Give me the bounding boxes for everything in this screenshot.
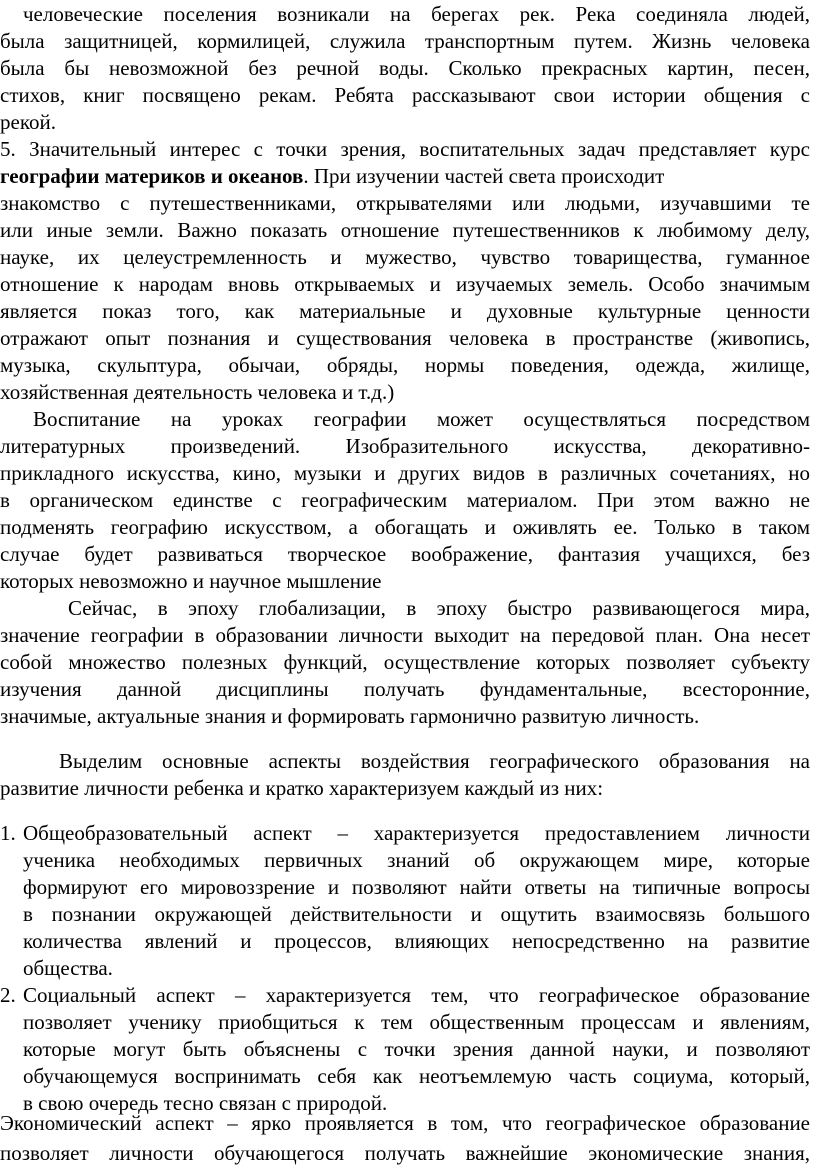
text-line: науке, их целеустремленность и мужество, чувство товарищества, гуманное [0,245,810,269]
text-line: формируют его мировоззрение и позволяют найти ответы на типичные вопросы [23,875,810,899]
text-line: изучения данной дисциплины получать фундаментальные, всесторонние, [0,677,810,701]
text-line: развитие личности ребенка и кратко характеризуем каждый из них: [0,776,604,800]
text-line: ученика необходимых первичных знаний об окружающем мире, которые [23,848,810,872]
text-line: является показ того, как материальные и духовные культурные ценности [0,299,810,323]
text-line: позволяет личности обучающегося получать важнейшие экономические знания, [0,1141,810,1165]
text-line: Общеобразовательный аспект – характеризуется предоставлением личности [23,821,810,845]
text-line: в органическом единстве с географическим материалом. При этом важно не [0,488,810,512]
text-line: или иные земли. Важно показать отношение путешественников к любимому делу, [0,218,810,242]
text-line: стихов, книг посвящено рекам. Ребята рассказывают свои истории общения с [0,83,810,107]
text-line: значимые, актуальные знания и формировать гармонично развитую личность. [0,704,700,728]
text-line: собой множество полезных функций, осуществление которых позволяет субъекту [0,650,810,674]
text-line: Сейчас, в эпоху глобализации, в эпоху быстро развивающегося мира, [68,596,810,620]
text-line: общества. [23,956,113,980]
text-line: рекой. [0,110,56,134]
text-line: значение географии в образовании личности выходит на передовой план. Она несет [0,623,810,647]
text-line: отношение к народам вновь открываемых и изучаемых земель. Особо значимым [0,272,810,296]
text-line: знакомство с путешественниками, открывателями или людьми, изучавшими те [0,191,810,215]
text-line: которых невозможно и научное мышление [0,569,382,593]
text-line: обучающемуся воспринимать себя как неотъемлемую часть социума, который, [23,1064,810,1088]
text-line: в свою очередь тесно связан с природой. [23,1091,388,1115]
bold-course-name: географии материков и океанов [0,164,304,188]
list-number: 1. [0,821,16,845]
list-number: 2. [0,983,16,1007]
text-fragment: . При изучении частей света происходит [303,164,665,188]
text-line: прикладного искусства, кино, музыки и других видов в различных сочетаниях, но [0,461,810,485]
text-line: количества явлений и процессов, влияющих непосредственно на развитие [23,929,810,953]
text-line: музыка, скульптура, обычаи, обряды, нормы поведения, одежда, жилище, [0,353,810,377]
text-line: позволяет ученику приобщиться к тем общественным процессам и явлениям, [23,1010,810,1034]
text-line: Выделим основные аспекты воздействия географического образования на [59,749,810,773]
text-line: Социальный аспект – характеризуется тем, что географическое образование [23,983,810,1007]
text-line: Экономический аспект – ярко проявляется в том, что географическое образование [0,1111,810,1135]
text-line: подменять географию искусством, а обогащать и оживлять ее. Только в таком [0,515,810,539]
text-line: 5. Значительный интерес с точки зрения, воспитательных задач представляет курс [0,137,810,161]
text-line: Воспитание на уроках географии может осуществляться посредством [33,407,810,431]
text-line [0,163,810,189]
text-line: случае будет развиваться творческое воображение, фантазия учащихся, без [0,542,810,566]
text-line: отражают опыт познания и существования человека в пространстве (живопись, [0,326,810,350]
text-line: в познании окружающей действительности и ощутить взаимосвязь большого [23,902,810,926]
text-line: была защитницей, кормилицей, служила транспортным путем. Жизнь человека [0,29,810,53]
text-line: была бы невозможной без речной воды. Сколько прекрасных картин, песен, [0,56,810,80]
text-line: хозяйственная деятельность человека и т.д.) [0,380,395,404]
text-line: человеческие поселения возникали на берегах рек. Река соединяла людей, [23,2,810,26]
text-line: литературных произведений. Изобразительного искусства, декоративно- [0,434,810,458]
text-line: которые могут быть объяснены с точки зрения данной науки, и позволяют [23,1037,810,1061]
